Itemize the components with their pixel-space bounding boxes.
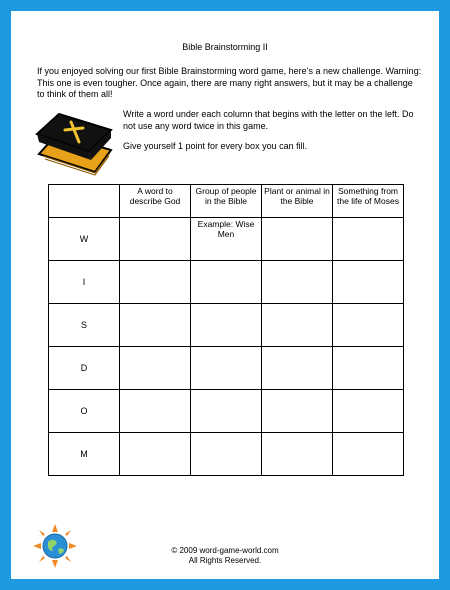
table-row	[49, 261, 404, 304]
copyright-text: © 2009 word-game-world.com	[171, 546, 279, 555]
header-life-of-moses: Something from the life of Moses	[333, 185, 404, 218]
intro-text: If you enjoyed solving our first Bible Brainstorming word game, here’s a new challenge. Warning: This one is even tougher. Once again, there are many right answers, but it may be a challenge to think of them all!	[37, 66, 422, 99]
instruction-2: Give yourself 1 point for every box you can fill.	[123, 141, 308, 151]
instructions	[123, 109, 423, 162]
answer-cell[interactable]	[191, 304, 262, 347]
answer-cell[interactable]	[262, 261, 333, 304]
table-row	[49, 390, 404, 433]
example-cell: Example: Wise Men	[191, 218, 262, 261]
page-title: Bible Brainstorming II	[182, 42, 268, 52]
answer-cell[interactable]	[262, 347, 333, 390]
brainstorm-grid	[48, 184, 404, 476]
table-row	[49, 218, 404, 261]
row-letter: M	[49, 433, 120, 476]
answer-cell[interactable]	[120, 347, 191, 390]
row-letter: S	[49, 304, 120, 347]
header-letter	[49, 185, 120, 218]
answer-cell[interactable]	[120, 390, 191, 433]
bible-icon	[33, 106, 115, 178]
row-letter: D	[49, 347, 120, 390]
answer-cell[interactable]	[120, 261, 191, 304]
answer-cell[interactable]	[191, 261, 262, 304]
answer-cell[interactable]	[333, 390, 404, 433]
answer-cell[interactable]	[333, 347, 404, 390]
answer-cell[interactable]	[262, 433, 333, 476]
answer-cell[interactable]	[120, 218, 191, 261]
answer-cell[interactable]	[191, 433, 262, 476]
header-describe-god: A word to describe God	[120, 185, 191, 218]
answer-cell[interactable]	[333, 218, 404, 261]
row-letter: O	[49, 390, 120, 433]
header-group-of-people: Group of people in the Bible	[191, 185, 262, 218]
answer-cell[interactable]	[191, 390, 262, 433]
answer-cell[interactable]	[262, 304, 333, 347]
row-letter: I	[49, 261, 120, 304]
worksheet-page	[11, 11, 439, 579]
instruction-1: Write a word under each column that begins with the letter on the left. Do not use any word twice in this game.	[123, 109, 414, 131]
answer-cell[interactable]	[333, 433, 404, 476]
table-row	[49, 433, 404, 476]
answer-cell[interactable]	[262, 218, 333, 261]
answer-cell[interactable]	[262, 390, 333, 433]
rights-text: All Rights Reserved.	[188, 556, 262, 565]
answer-cell[interactable]	[120, 433, 191, 476]
answer-cell[interactable]	[120, 304, 191, 347]
table-row	[49, 304, 404, 347]
answer-cell[interactable]	[191, 347, 262, 390]
header-row	[49, 185, 404, 218]
answer-cell[interactable]	[333, 261, 404, 304]
answer-cell[interactable]	[333, 304, 404, 347]
table-row	[49, 347, 404, 390]
header-plant-or-animal: Plant or animal in the Bible	[262, 185, 333, 218]
row-letter: W	[49, 218, 120, 261]
footer	[11, 546, 439, 566]
